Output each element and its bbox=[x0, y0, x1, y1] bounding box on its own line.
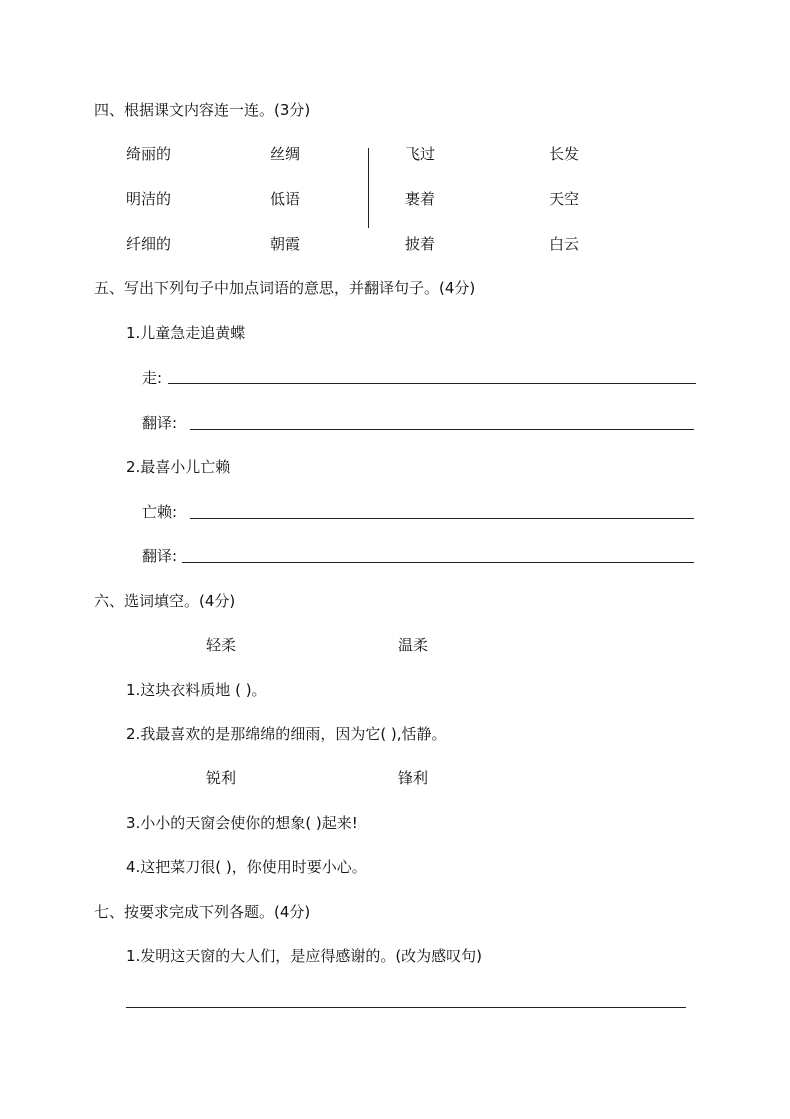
section-5-title: 五、写出下列句子中加点词语的意思，并翻译句子。(4分) bbox=[94, 279, 476, 297]
section-7-title: 七、按要求完成下列各题。(4分) bbox=[94, 903, 311, 921]
match-left-item: 纤细的 bbox=[126, 235, 172, 253]
question-5-2: 2.最喜小儿亡赖 bbox=[126, 458, 231, 476]
question-6-3: 3.小小的天窗会使你的想象( )起来! bbox=[126, 814, 358, 832]
answer-line[interactable] bbox=[190, 429, 694, 430]
question-6-4: 4.这把菜刀很( )，你使用时要小心。 bbox=[126, 858, 367, 876]
match-left-target: 低语 bbox=[270, 190, 301, 208]
column-divider bbox=[368, 148, 369, 228]
match-left-item: 绮丽的 bbox=[126, 145, 172, 163]
answer-label-translate: 翻译: bbox=[142, 547, 178, 565]
question-6-2: 2.我最喜欢的是那绵绵的细雨，因为它( ),恬静。 bbox=[126, 725, 447, 743]
match-right-target: 长发 bbox=[549, 145, 580, 163]
match-left-item: 明洁的 bbox=[126, 190, 172, 208]
word-choice: 轻柔 bbox=[206, 636, 237, 654]
answer-label-word: 亡赖: bbox=[142, 503, 178, 521]
word-choice: 温柔 bbox=[398, 636, 429, 654]
word-choice: 锋利 bbox=[398, 769, 429, 787]
question-6-1: 1.这块衣料质地 ( )。 bbox=[126, 681, 267, 699]
answer-line[interactable] bbox=[190, 518, 694, 519]
match-right-item: 飞过 bbox=[405, 145, 436, 163]
section-4-title: 四、根据课文内容连一连。(3分) bbox=[94, 101, 311, 119]
answer-label-word: 走: bbox=[142, 369, 163, 387]
answer-line[interactable] bbox=[126, 1007, 686, 1008]
match-right-target: 天空 bbox=[549, 190, 580, 208]
question-5-1: 1.儿童急走追黄蝶 bbox=[126, 324, 246, 342]
answer-line[interactable] bbox=[182, 562, 694, 563]
answer-label-translate: 翻译: bbox=[142, 414, 178, 432]
match-left-target: 朝霞 bbox=[270, 235, 301, 253]
match-left-target: 丝绸 bbox=[270, 145, 301, 163]
question-7-1: 1.发明这天窗的大人们，是应得感谢的。(改为感叹句) bbox=[126, 947, 483, 965]
match-right-item: 披着 bbox=[405, 235, 436, 253]
match-right-target: 白云 bbox=[549, 235, 580, 253]
word-choice: 锐利 bbox=[206, 769, 237, 787]
answer-line[interactable] bbox=[168, 383, 696, 384]
match-right-item: 裹着 bbox=[405, 190, 436, 208]
section-6-title: 六、选词填空。(4分) bbox=[94, 592, 236, 610]
